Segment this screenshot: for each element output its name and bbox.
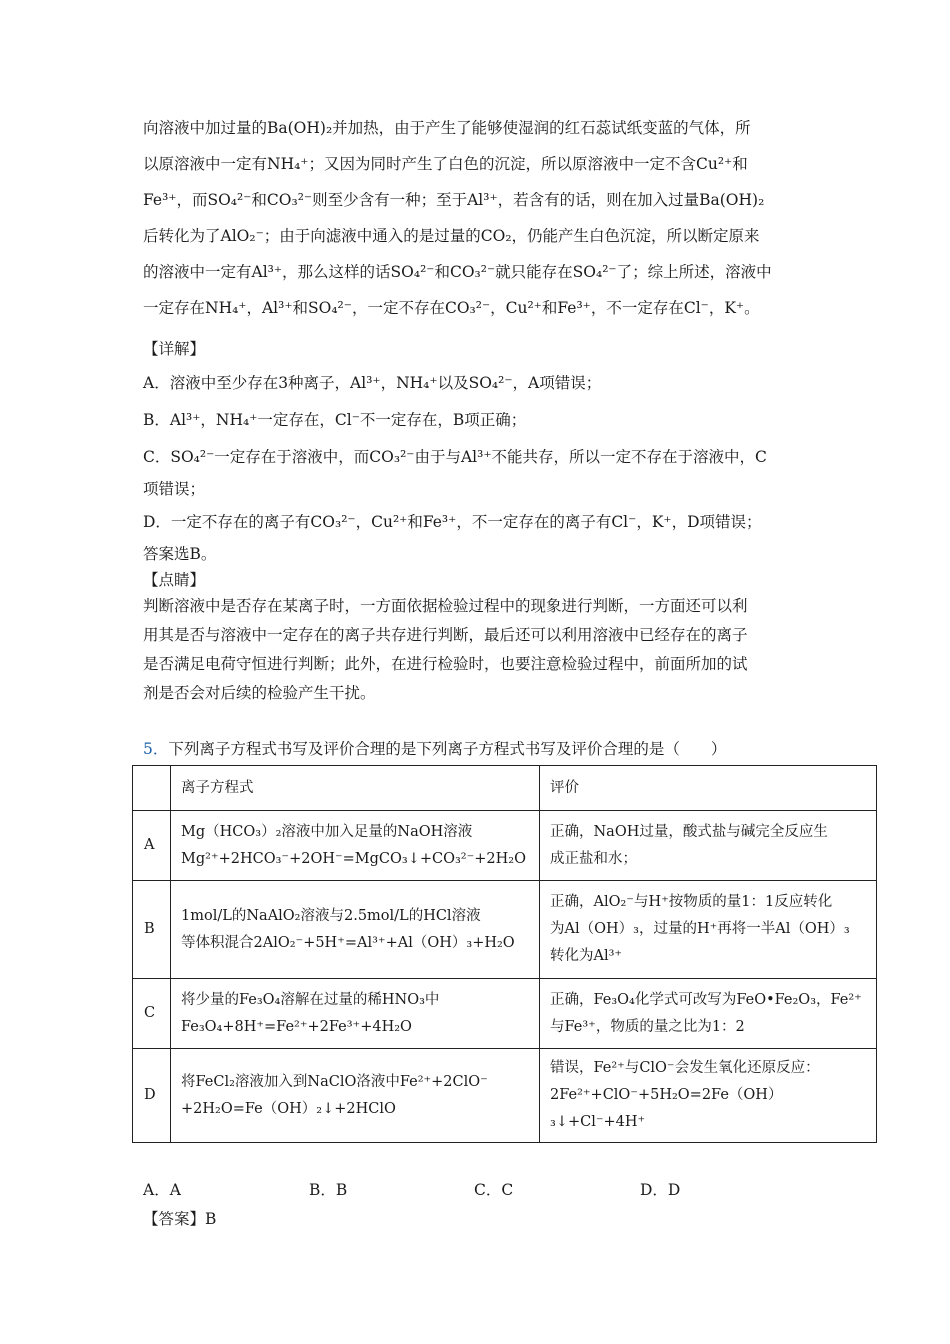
detail-section <box>143 365 813 569</box>
equation-line: +2H₂O=Fe（OH）₂↓+2HClO <box>181 1100 396 1117</box>
analysis-line: 的溶液中一定有Al³⁺，那么这样的话SO₄²⁻和CO₃²⁻就只能存在SO₄²⁻了；综上所述，溶液中 <box>143 263 772 281</box>
question-number: 5． <box>143 740 169 758</box>
evaluation-line: 转化为Al³⁺ <box>550 948 623 964</box>
table-header-evaluation: 评价 <box>540 766 877 811</box>
detail-line: A．溶液中至少存在3种离子，Al³⁺，NH₄⁺以及SO₄²⁻，A项错误； <box>143 374 602 392</box>
note-heading: 【点睛】 <box>143 571 206 589</box>
detail-line: D．一定不存在的离子有CO₃²⁻，Cu²⁺和Fe³⁺，不一定存在的离子有Cl⁻，K⁺，D项错误； <box>143 513 762 531</box>
evaluation-line: 正确，AlO₂⁻与H⁺按物质的量1：1反应转化 <box>550 894 833 910</box>
detail-heading: 【详解】 <box>143 340 206 358</box>
detail-line: C．SO₄²⁻一定存在于溶液中，而CO₃²⁻由于与Al³⁺不能共存，所以一定不存在于溶液中，C <box>143 448 767 466</box>
table-row <box>133 979 877 1049</box>
row-key: A <box>133 811 171 881</box>
equation-line: Mg（HCO₃）₂溶液中加入足量的NaOH溶液 <box>181 823 473 840</box>
table-row <box>133 1049 877 1143</box>
equation-line: 等体积混合2AlO₂⁻+5H⁺=Al³⁺+Al（OH）₃+H₂O <box>181 934 515 951</box>
equation-line: 将FeCl₂溶液加入到NaClO洛液中Fe²⁺+2ClO⁻ <box>181 1073 488 1090</box>
analysis-line: 一定存在NH₄⁺，Al³⁺和SO₄²⁻，一定不存在CO₃²⁻，Cu²⁺和Fe³⁺，不一定存在Cl⁻，K⁺。 <box>143 299 760 317</box>
analysis-line: 以原溶液中一定有NH₄⁺；又因为同时产生了白色的沉淀，所以原溶液中一定不含Cu²⁺和 <box>143 155 748 173</box>
evaluation-line: 2Fe²⁺+ClO⁻+5H₂O=2Fe（OH）₃↓+Cl⁻+4H⁺ <box>550 1087 783 1130</box>
question-text: 下列离子方程式书写及评价合理的是下列离子方程式书写及评价合理的是（ ） <box>168 740 727 758</box>
analysis-line: Fe³⁺，而SO₄²⁻和CO₃²⁻则至少含有一种；至于Al³⁺，若含有的话，则在加入过量Ba(OH)₂ <box>143 191 765 209</box>
detail-line: B．Al³⁺，NH₄⁺一定存在，Cl⁻不一定存在，B项正确； <box>143 411 527 429</box>
evaluation-line: 正确，Fe₃O₄化学式可改写为FeO•Fe₂O₃，Fe²⁺ <box>550 991 862 1008</box>
row-key: D <box>133 1049 171 1143</box>
evaluation-line: 为Al（OH）₃，过量的H⁺再将一半Al（OH）₃ <box>550 921 850 937</box>
row-evaluation <box>540 881 877 979</box>
option-d[interactable]: D．D <box>640 1181 681 1199</box>
row-key: B <box>133 881 171 979</box>
note-line: 判断溶液中是否存在某离子时，一方面依据检验过程中的现象进行判断，一方面还可以利 <box>143 597 748 615</box>
table-header-equation: 离子方程式 <box>171 766 540 811</box>
table-row <box>133 811 877 881</box>
equation-line: Mg²⁺+2HCO₃⁻+2OH⁻=MgCO₃↓+CO₃²⁻+2H₂O <box>181 850 526 867</box>
row-equation <box>171 881 540 979</box>
analysis-line: 后转化为了AlO₂⁻；由于向滤液中通入的是过量的CO₂，仍能产生白色沉淀，所以断定原来 <box>143 227 760 245</box>
option-c[interactable]: C．C <box>474 1181 514 1199</box>
note-section <box>143 592 813 708</box>
equation-line: 将少量的Fe₃O₄溶解在过量的稀HNO₃中 <box>181 991 440 1008</box>
table-header-blank <box>133 766 171 811</box>
row-equation <box>171 979 540 1049</box>
row-equation <box>171 1049 540 1143</box>
evaluation-line: 与Fe³⁺，物质的量之比为1：2 <box>550 1018 745 1035</box>
row-evaluation <box>540 1049 877 1143</box>
question-stem <box>143 737 726 761</box>
evaluation-line: 正确，NaOH过量，酸式盐与碱完全反应生 <box>550 823 828 840</box>
equation-line: Fe₃O₄+8H⁺=Fe²⁺+2Fe³⁺+4H₂O <box>181 1018 412 1035</box>
option-a[interactable]: A．A <box>143 1181 181 1199</box>
analysis-paragraph <box>143 110 813 326</box>
row-equation <box>171 811 540 881</box>
evaluation-line: 成正盐和水； <box>550 850 637 867</box>
row-evaluation <box>540 979 877 1049</box>
note-line: 剂是否会对后续的检验产生干扰。 <box>143 684 376 702</box>
row-key: C <box>133 979 171 1049</box>
detail-line: 项错误； <box>143 480 206 498</box>
note-line: 用其是否与溶液中一定存在的离子共存进行判断，最后还可以利用溶液中已经存在的离子 <box>143 626 748 644</box>
table-row <box>133 881 877 979</box>
evaluation-line: 错误，Fe²⁺与ClO⁻会发生氧化还原反应： <box>550 1060 820 1076</box>
detail-line: 答案选B。 <box>143 545 217 563</box>
row-evaluation <box>540 811 877 881</box>
equation-table <box>132 765 877 1143</box>
table-header-row <box>133 766 877 811</box>
equation-line: 1mol/L的NaAlO₂溶液与2.5mol/L的HCl溶液 <box>181 907 481 924</box>
note-line: 是否满足电荷守恒进行判断；此外，在进行检验时，也要注意检验过程中，前面所加的试 <box>143 655 748 673</box>
answer-line: 【答案】B <box>143 1210 217 1228</box>
analysis-line: 向溶液中加过量的Ba(OH)₂并加热，由于产生了能够使湿润的红石蕊试纸变蓝的气体，所 <box>143 119 751 137</box>
option-b[interactable]: B．B <box>309 1181 348 1199</box>
